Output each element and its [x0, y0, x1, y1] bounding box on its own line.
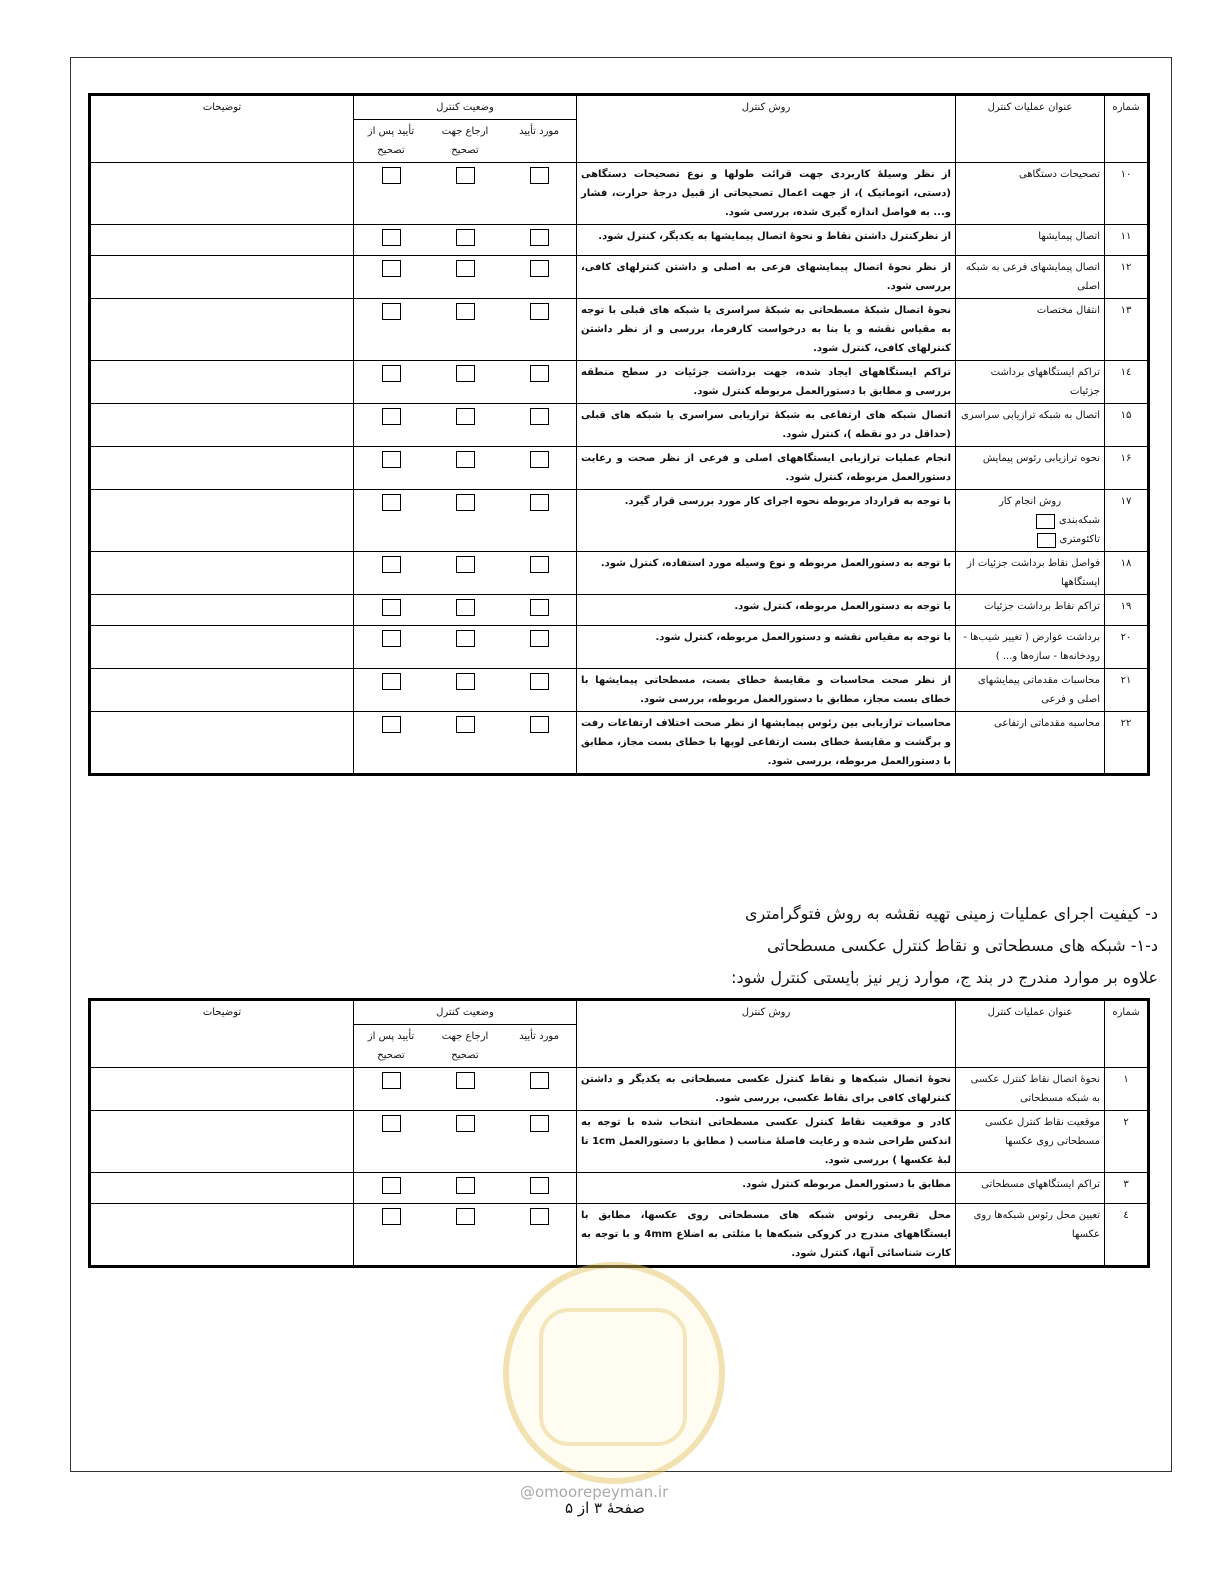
- table-row: [90, 1204, 1149, 1267]
- status-return-checkbox[interactable]: [456, 716, 475, 733]
- row-title-text: تراکم نقاط برداشت جزئیات: [984, 601, 1100, 612]
- table-row: [90, 552, 1149, 595]
- status-return-cell: [428, 256, 502, 299]
- row-number: ٤: [1105, 1204, 1149, 1267]
- status-approved-checkbox[interactable]: [530, 451, 549, 468]
- status-after-checkbox[interactable]: [382, 365, 401, 382]
- row-notes: [90, 490, 354, 552]
- row-method: با توجه به دستورالعمل مربوطه و نوع وسیله مورد استفاده، کنترل شود.: [577, 552, 956, 595]
- section-heading: د- کیفیت اجرای عملیات زمینی تهیه نقشه به روش فتوگرامتری: [744, 904, 1158, 923]
- watermark-text: @omoorepeyman.ir: [520, 1483, 669, 1501]
- status-return-cell: [428, 669, 502, 712]
- status-approved-cell: [502, 1068, 577, 1111]
- row-method: نحوهٔ اتصال شبکهٔ مسطحاتی به شبکهٔ سراسری یا شبکه های قبلی با توجه به مقیاس نقشه و یا بنا به درخواست کارفرما، بررسی و از نظر داشتن کنترلهای کافی، کنترل شود.: [577, 299, 956, 361]
- row-notes: [90, 404, 354, 447]
- status-after-cell: [354, 1068, 429, 1111]
- status-approved-cell: [502, 404, 577, 447]
- status-approved-cell: [502, 1111, 577, 1173]
- table-row: [90, 1111, 1149, 1173]
- status-after-checkbox[interactable]: [382, 599, 401, 616]
- header-approved: مورد تأیید: [502, 1025, 577, 1068]
- table-row: [90, 626, 1149, 669]
- status-approved-checkbox[interactable]: [530, 365, 549, 382]
- row-notes: [90, 552, 354, 595]
- status-after-cell: [354, 163, 429, 225]
- table-row: [90, 299, 1149, 361]
- row-notes: [90, 595, 354, 626]
- table-row: [90, 669, 1149, 712]
- row-method: اتصال شبکه های ارتفاعی به شبکهٔ ترازیابی سراسری یا شبکه های قبلی (حداقل در دو نقطه )، کنترل شود.: [577, 404, 956, 447]
- row-method: از نظر وسیلهٔ کاربردی جهت قرائت طولها و نوع تصحیحات دستگاهی (دستی، اتوماتیک )، از جهت اعمال تصحیحاتی از قبیل درجهٔ حرارت، فشار و... به فواصل اندازه گیری شده، بررسی شود.: [577, 163, 956, 225]
- row-title: [956, 552, 1105, 595]
- status-after-cell: [354, 1111, 429, 1173]
- table-row: [90, 256, 1149, 299]
- row-notes: [90, 669, 354, 712]
- status-after-checkbox[interactable]: [382, 303, 401, 320]
- status-approved-checkbox[interactable]: [530, 599, 549, 616]
- row-title-text: تراکم ایستگاههای مسطحاتی: [981, 1179, 1100, 1190]
- method-option[interactable]: [960, 511, 1100, 530]
- row-title: [956, 447, 1105, 490]
- row-title-text: انتقال مختصات: [1036, 305, 1100, 316]
- status-approved-cell: [502, 447, 577, 490]
- header-status: وضعیت کنترل: [354, 95, 577, 120]
- row-title: [956, 1111, 1105, 1173]
- header-return: ارجاع جهت تصحیح: [428, 1025, 502, 1068]
- status-return-cell: [428, 404, 502, 447]
- status-approved-cell: [502, 1173, 577, 1204]
- control-table-1: [88, 93, 1150, 776]
- row-title: [956, 256, 1105, 299]
- status-approved-cell: [502, 490, 577, 552]
- row-title: [956, 361, 1105, 404]
- status-return-cell: [428, 447, 502, 490]
- status-approved-checkbox[interactable]: [530, 1177, 549, 1194]
- row-title: [956, 1173, 1105, 1204]
- status-return-checkbox[interactable]: [456, 365, 475, 382]
- status-return-cell: [428, 1111, 502, 1173]
- row-title: [956, 669, 1105, 712]
- status-return-checkbox[interactable]: [456, 1115, 475, 1132]
- row-title-text: موقعیت نقاط کنترل عکسی مسطحاتی روی عکسها: [985, 1117, 1100, 1147]
- status-approved-cell: [502, 163, 577, 225]
- header-after: تأیید پس از تصحیح: [354, 120, 429, 163]
- row-title: [956, 404, 1105, 447]
- row-number: ۱۲: [1105, 256, 1149, 299]
- status-approved-checkbox[interactable]: [530, 716, 549, 733]
- row-method: محل تقریبی رئوس شبکه های مسطحاتی روی عکسها، مطابق با ایستگاههای مندرج در کروکی شبکه‌ها با مثلثی به اضلاع 4mm و با توجه به کارت شناسائی آنها، کنترل شود.: [577, 1204, 956, 1267]
- status-return-cell: [428, 626, 502, 669]
- row-method: کادر و موقعیت نقاط کنترل عکسی مسطحاتی انتخاب شده با توجه به اندکس طراحی شده و رعایت فاصلهٔ مناسب ( مطابق با دستورالعمل 1cm تا لبهٔ عکسها ) بررسی شود.: [577, 1111, 956, 1173]
- row-method: از نظر صحت محاسبات و مقایسهٔ خطای بست، مسطحاتی پیمایشها با خطای بست مجاز، مطابق با دستورالعمل مربوطه، بررسی شود.: [577, 669, 956, 712]
- status-after-cell: [354, 1204, 429, 1267]
- row-title-text: تصحیحات دستگاهی: [1018, 169, 1100, 180]
- status-return-checkbox[interactable]: [456, 1208, 475, 1225]
- status-after-cell: [354, 1173, 429, 1204]
- header-after: تأیید پس از تصحیح: [354, 1025, 429, 1068]
- status-approved-checkbox[interactable]: [530, 673, 549, 690]
- table-row: [90, 712, 1149, 775]
- table-row: [90, 447, 1149, 490]
- row-notes: [90, 256, 354, 299]
- row-method: محاسبات ترازیابی بین رئوس پیمایشها از نظر صحت اختلاف ارتفاعات رفت و برگشت و مقایسهٔ خطای بست ارتفاعی لوپها با خطای بست مجاز، مطابق با دستورالعمل مربوطه، بررسی شود.: [577, 712, 956, 775]
- status-after-cell: [354, 404, 429, 447]
- status-approved-cell: [502, 626, 577, 669]
- row-title-text: محاسبه مقدماتی ارتفاعی: [994, 718, 1100, 729]
- status-after-checkbox[interactable]: [382, 1177, 401, 1194]
- row-notes: [90, 163, 354, 225]
- status-after-cell: [354, 595, 429, 626]
- status-return-checkbox[interactable]: [456, 408, 475, 425]
- section-note: علاوه بر موارد مندرج در بند ج، موارد زیر نیز بایستی کنترل شود:: [731, 968, 1158, 987]
- status-approved-checkbox[interactable]: [530, 1208, 549, 1225]
- status-after-checkbox[interactable]: [382, 451, 401, 468]
- status-after-checkbox[interactable]: [382, 556, 401, 573]
- status-after-cell: [354, 552, 429, 595]
- row-number: ۲۰: [1105, 626, 1149, 669]
- header-return: ارجاع جهت تصحیح: [428, 120, 502, 163]
- row-notes: [90, 1204, 354, 1267]
- table1-body: [90, 163, 1149, 775]
- row-notes: [90, 225, 354, 256]
- status-approved-checkbox[interactable]: [530, 260, 549, 277]
- table-row: [90, 1173, 1149, 1204]
- table-row: [90, 490, 1149, 552]
- row-number: ۱۳: [1105, 299, 1149, 361]
- row-number: ۱۱: [1105, 225, 1149, 256]
- row-title-text: تراکم ایستگاههای برداشت جزئیات: [990, 367, 1100, 397]
- status-approved-checkbox[interactable]: [530, 1072, 549, 1089]
- header-notes: توضیحات: [90, 1000, 354, 1068]
- row-notes: [90, 447, 354, 490]
- row-number: ۲: [1105, 1111, 1149, 1173]
- header-approved: مورد تأیید: [502, 120, 577, 163]
- row-title-text: اتصال به شبکه ترازیابی سراسری: [961, 410, 1100, 421]
- row-method: تراکم ایستگاههای ایجاد شده، جهت برداشت جزئیات در سطح منطقه بررسی و مطابق با دستورالعمل مربوطه کنترل شود.: [577, 361, 956, 404]
- status-after-cell: [354, 712, 429, 775]
- table-row: [90, 225, 1149, 256]
- status-after-checkbox[interactable]: [382, 1208, 401, 1225]
- table-row: [90, 361, 1149, 404]
- row-number: ۲۲: [1105, 712, 1149, 775]
- row-title-text: نحوهٔ اتصال نقاط کنترل عکسی به شبکه مسطحاتی: [970, 1074, 1100, 1104]
- status-after-checkbox[interactable]: [382, 716, 401, 733]
- status-return-checkbox[interactable]: [456, 167, 475, 184]
- status-return-cell: [428, 595, 502, 626]
- row-title-text: اتصال پیمایشهای فرعی به شبکه اصلی: [965, 262, 1100, 292]
- status-after-checkbox[interactable]: [382, 673, 401, 690]
- status-after-cell: [354, 256, 429, 299]
- table-row: [90, 595, 1149, 626]
- row-notes: [90, 361, 354, 404]
- status-approved-cell: [502, 552, 577, 595]
- row-notes: [90, 712, 354, 775]
- row-number: ۱۷: [1105, 490, 1149, 552]
- row-number: ۱٤: [1105, 361, 1149, 404]
- header-title: عنوان عملیات کنترل: [956, 1000, 1105, 1068]
- status-approved-checkbox[interactable]: [530, 167, 549, 184]
- status-approved-cell: [502, 256, 577, 299]
- row-number: ۱۵: [1105, 404, 1149, 447]
- status-after-checkbox[interactable]: [382, 630, 401, 647]
- status-approved-checkbox[interactable]: [530, 229, 549, 246]
- status-approved-cell: [502, 1204, 577, 1267]
- method-option[interactable]: [960, 530, 1100, 549]
- row-number: ۳: [1105, 1173, 1149, 1204]
- row-title: [956, 163, 1105, 225]
- status-return-checkbox[interactable]: [456, 599, 475, 616]
- row-number: ۱۰: [1105, 163, 1149, 225]
- header-number: شماره: [1105, 1000, 1149, 1068]
- header-number: شماره: [1105, 95, 1149, 163]
- status-approved-checkbox[interactable]: [530, 556, 549, 573]
- status-return-checkbox[interactable]: [456, 1177, 475, 1194]
- status-approved-cell: [502, 225, 577, 256]
- status-return-checkbox[interactable]: [456, 303, 475, 320]
- status-return-checkbox[interactable]: [456, 229, 475, 246]
- status-after-checkbox[interactable]: [382, 167, 401, 184]
- row-title: [956, 1068, 1105, 1111]
- row-title-text: فواصل نقاط برداشت جزئیات از ایستگاهها: [967, 558, 1100, 588]
- header-method: روش کنترل: [577, 95, 956, 163]
- row-title-text: روش انجام کار: [998, 496, 1062, 507]
- status-return-checkbox[interactable]: [456, 494, 475, 511]
- row-title-text: اتصال پیمایشها: [1038, 231, 1100, 242]
- option-checkbox[interactable]: [1037, 533, 1056, 548]
- watermark-seal: [503, 1262, 725, 1484]
- header-title: عنوان عملیات کنترل: [956, 95, 1105, 163]
- status-approved-cell: [502, 669, 577, 712]
- status-after-checkbox[interactable]: [382, 1115, 401, 1132]
- page-number: صفحهٔ ۳ از ۵: [565, 1499, 645, 1517]
- status-approved-cell: [502, 595, 577, 626]
- row-method: نحوهٔ اتصال شبکه‌ها و نقاط کنترل عکسی مسطحاتی به یکدیگر و داشتن کنترلهای کافی برای نقاط عکسی، بررسی شود.: [577, 1068, 956, 1111]
- status-return-cell: [428, 1068, 502, 1111]
- status-approved-cell: [502, 361, 577, 404]
- row-method: با توجه به دستورالعمل مربوطه، کنترل شود.: [577, 595, 956, 626]
- status-after-cell: [354, 225, 429, 256]
- status-return-cell: [428, 552, 502, 595]
- status-approved-cell: [502, 299, 577, 361]
- status-approved-checkbox[interactable]: [530, 1115, 549, 1132]
- status-return-cell: [428, 225, 502, 256]
- row-method: با توجه به قرارداد مربوطه نحوه اجرای کار مورد بررسی قرار گیرد.: [577, 490, 956, 552]
- row-title-text: نحوه ترازیابی رئوس پیمایش: [982, 453, 1100, 464]
- row-title: [956, 490, 1105, 552]
- row-method: مطابق با دستورالعمل مربوطه کنترل شود.: [577, 1173, 956, 1204]
- status-return-checkbox[interactable]: [456, 451, 475, 468]
- status-after-checkbox[interactable]: [382, 408, 401, 425]
- status-return-cell: [428, 1173, 502, 1204]
- status-approved-checkbox[interactable]: [530, 494, 549, 511]
- status-approved-checkbox[interactable]: [530, 303, 549, 320]
- row-title: [956, 595, 1105, 626]
- row-number: ۱۶: [1105, 447, 1149, 490]
- table2-body: [90, 1068, 1149, 1267]
- status-return-checkbox[interactable]: [456, 260, 475, 277]
- row-notes: [90, 626, 354, 669]
- status-approved-cell: [502, 712, 577, 775]
- row-title-text: تعیین محل رئوس شبکه‌ها روی عکسها: [973, 1210, 1100, 1240]
- status-after-cell: [354, 490, 429, 552]
- row-method: از نظرکنترل داشتن نقاط و نحوهٔ اتصال پیمایشها به یکدیگر، کنترل شود.: [577, 225, 956, 256]
- status-approved-checkbox[interactable]: [530, 408, 549, 425]
- row-title: [956, 1204, 1105, 1267]
- status-return-cell: [428, 1204, 502, 1267]
- table-row: [90, 404, 1149, 447]
- row-notes: [90, 1068, 354, 1111]
- status-return-cell: [428, 490, 502, 552]
- row-notes: [90, 299, 354, 361]
- row-number: ۲۱: [1105, 669, 1149, 712]
- status-return-cell: [428, 361, 502, 404]
- header-status: وضعیت کنترل: [354, 1000, 577, 1025]
- status-return-checkbox[interactable]: [456, 673, 475, 690]
- header-notes: توضیحات: [90, 95, 354, 163]
- row-method: انجام عملیات ترازیابی ایستگاههای اصلی و فرعی از نظر صحت و رعایت دستورالعمل مربوطه، کنترل شود.: [577, 447, 956, 490]
- status-return-cell: [428, 712, 502, 775]
- status-return-cell: [428, 299, 502, 361]
- row-title-text: برداشت عوارض ( تغییر شیب‌ها - رودخانه‌ها - سازه‌ها و... ): [963, 632, 1100, 662]
- row-number: ۱: [1105, 1068, 1149, 1111]
- row-title: [956, 225, 1105, 256]
- option-label: تاکئومتری: [1059, 534, 1100, 545]
- section-subheading: د-۱- شبکه های مسطحاتی و نقاط کنترل عکسی مسطحاتی: [766, 936, 1158, 955]
- status-return-cell: [428, 163, 502, 225]
- status-after-cell: [354, 361, 429, 404]
- row-notes: [90, 1111, 354, 1173]
- status-after-cell: [354, 299, 429, 361]
- status-after-checkbox[interactable]: [382, 494, 401, 511]
- row-title: [956, 299, 1105, 361]
- status-after-checkbox[interactable]: [382, 229, 401, 246]
- option-checkbox[interactable]: [1036, 514, 1055, 529]
- row-title-text: محاسبات مقدماتی پیمایشهای اصلی و فرعی: [977, 675, 1100, 705]
- status-after-cell: [354, 669, 429, 712]
- row-title: [956, 712, 1105, 775]
- row-number: ۱۹: [1105, 595, 1149, 626]
- status-after-cell: [354, 447, 429, 490]
- status-return-checkbox[interactable]: [456, 1072, 475, 1089]
- status-return-checkbox[interactable]: [456, 556, 475, 573]
- status-after-cell: [354, 626, 429, 669]
- control-table-2: [88, 998, 1150, 1268]
- row-notes: [90, 1173, 354, 1204]
- status-return-checkbox[interactable]: [456, 630, 475, 647]
- row-method: از نظر نحوهٔ اتصال پیمایشهای فرعی به اصلی و داشتن کنترلهای کافی، بررسی شود.: [577, 256, 956, 299]
- table-row: [90, 163, 1149, 225]
- status-approved-checkbox[interactable]: [530, 630, 549, 647]
- status-after-checkbox[interactable]: [382, 1072, 401, 1089]
- header-method: روش کنترل: [577, 1000, 956, 1068]
- status-after-checkbox[interactable]: [382, 260, 401, 277]
- option-label: شبکه‌بندی: [1058, 515, 1100, 526]
- table-row: [90, 1068, 1149, 1111]
- row-title: [956, 626, 1105, 669]
- row-method: با توجه به مقیاس نقشه و دستورالعمل مربوطه، کنترل شود.: [577, 626, 956, 669]
- row-number: ۱۸: [1105, 552, 1149, 595]
